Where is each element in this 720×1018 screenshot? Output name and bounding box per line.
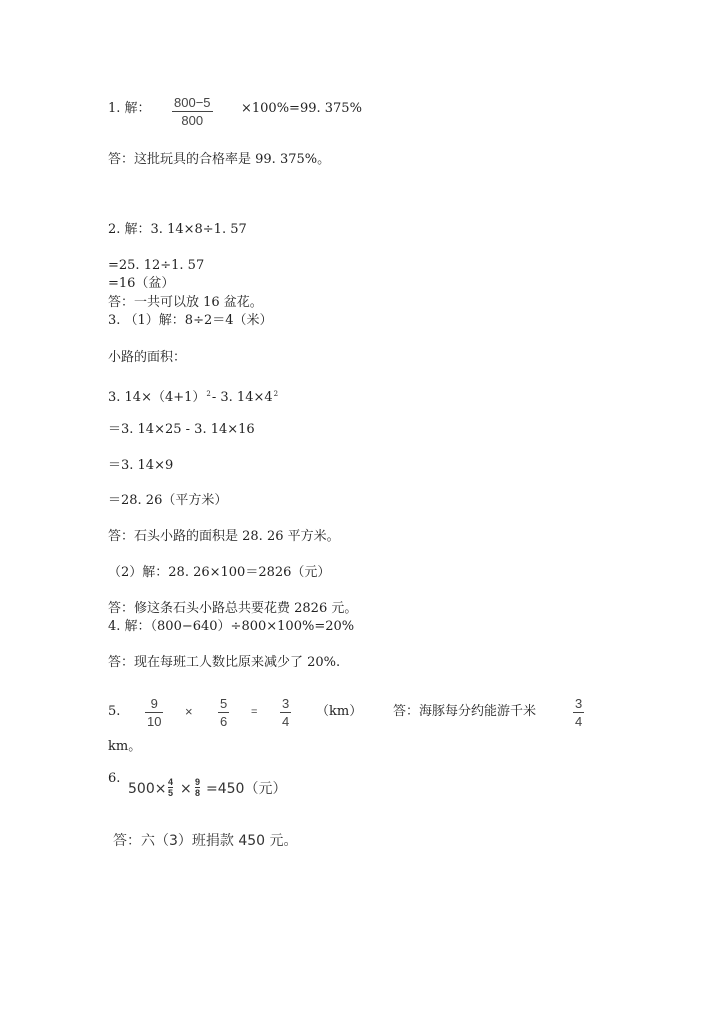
q5-f1-bar [145, 712, 163, 713]
q5-f2-bar [218, 712, 229, 713]
q1-fraction-denominator: 800 [181, 113, 204, 128]
q3-step3: ＝28. 26（平方米） [108, 493, 228, 508]
q1-fraction [172, 95, 213, 128]
q5-f2-numerator: 5 [220, 696, 228, 711]
q5-tail: km。 [108, 739, 142, 754]
q3-subtitle: 小路的面积： [108, 350, 187, 365]
q3-expr-b: - 3. 14×4 [211, 390, 273, 405]
q1-expression-tail: ×100%=99. 375% [241, 101, 362, 116]
q5-f3-numerator: 3 [282, 696, 290, 711]
q5-fraction-2 [218, 696, 229, 729]
q3-answer1: 答：石头小路的面积是 28. 26 平方米。 [108, 529, 340, 544]
q3-exp-a: 2 [206, 390, 211, 398]
q5-f2-denominator: 6 [220, 714, 228, 729]
q3-part2: （2）解：28. 26×100＝2826（元） [108, 565, 331, 580]
q1-fraction-numerator: 800−5 [174, 95, 211, 110]
q2-answer: 答：一共可以放 16 盆花。 [108, 295, 263, 310]
q1-fraction-bar [172, 111, 213, 112]
q3-expression [108, 386, 279, 406]
q6-f1-denominator: 5 [168, 788, 174, 798]
q6-fraction-1 [168, 777, 173, 798]
q5-unit: （km） [316, 704, 363, 719]
q5-equals: = [251, 706, 258, 718]
q5-f3-bar [280, 712, 291, 713]
q5-f3-denominator: 4 [282, 714, 290, 729]
q3-exp-b: 2 [273, 390, 279, 398]
q4-line: 4. 解：（800−640）÷800×100%=20% [108, 619, 355, 634]
q5-answer: 答：海豚每分约能游千米 [393, 704, 537, 719]
q5-fraction-3 [280, 696, 291, 729]
q6-f2-denominator: 8 [195, 788, 201, 798]
q5-f1-denominator: 10 [147, 714, 162, 729]
q6-f1-numerator: 4 [168, 777, 174, 787]
q3-answer2: 答：修这条石头小路总共要花费 2826 元。 [108, 601, 358, 616]
q6-lead: 500× [128, 781, 167, 797]
q3-part1: 3. （1）解：8÷2＝4（米） [108, 313, 273, 328]
q2-line2: =25. 12÷1. 57 [108, 258, 205, 273]
q2-line3: =16（盆） [108, 276, 175, 291]
q6-tail: =450（元） [206, 781, 287, 797]
q5-f4-numerator: 3 [575, 696, 583, 711]
q5-label: 5. [108, 704, 121, 719]
q5-times: × [185, 704, 193, 719]
q5-f4-denominator: 4 [575, 714, 583, 729]
q4-answer: 答：现在每班工人数比原来减少了 20%. [108, 655, 341, 670]
q6-f2-numerator: 9 [195, 777, 201, 787]
q3-expr-a: 3. 14×（4+1） [108, 390, 206, 405]
q6-fraction-2 [195, 777, 200, 798]
q1-answer: 答：这批玩具的合格率是 99. 375%。 [108, 152, 331, 167]
q3-step1: ＝3. 14×25 - 3. 14×16 [108, 422, 255, 437]
q5-fraction-4 [573, 696, 584, 729]
q5-f4-bar [573, 712, 584, 713]
q6-label: 6. [108, 771, 121, 786]
q5-f1-numerator: 9 [150, 696, 158, 711]
q6-mid: × [180, 781, 192, 797]
q6-answer: 答：六（3）班捐款 450 元。 [113, 833, 298, 849]
q2-line1: 2. 解：3. 14×8÷1. 57 [108, 222, 247, 237]
q1-label: 1. 解： [108, 101, 151, 116]
q5-fraction-1 [145, 696, 163, 729]
q3-step2: ＝3. 14×9 [108, 458, 174, 473]
